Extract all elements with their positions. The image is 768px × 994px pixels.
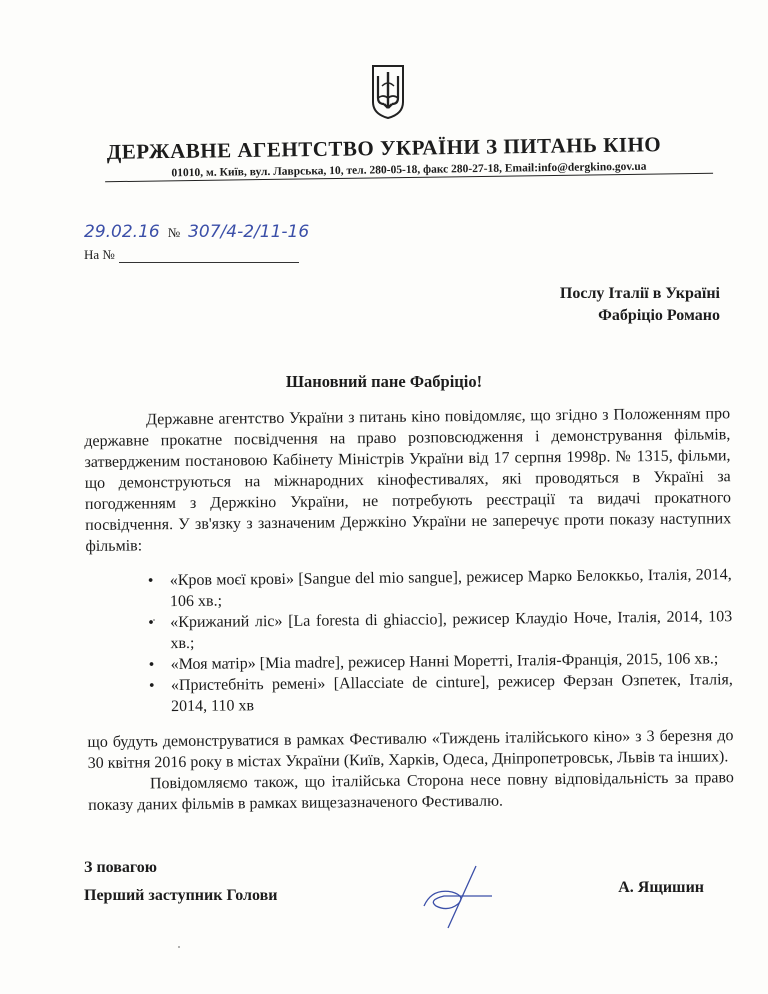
scan-speck [178,946,180,948]
agency-name: ДЕРЖАВНЕ АГЕНТСТВО УКРАЇНИ З ПИТАНЬ КІНО [106,132,662,164]
festival-paragraph: що будуть демонструватися в рамках Фестивалю «Тиждень італійського кіно» з 3 березня до 30 квітня 2016 року в містах України (Київ, Харків, Одеса, Дніпропетровськ, Львів та інших). [87,727,734,772]
closing-block [84,854,277,910]
reference-label: На № [84,247,115,262]
reference-line [84,247,299,263]
reference-blank [119,250,299,263]
registration-line [84,222,309,242]
handwritten-number: 307/4-2/11-16 [188,222,310,242]
recipient-block [560,283,720,327]
agency-address: 01010, м. Київ, вул. Лаврська, 10, тел. 280-05-18, факс 280-27-18, Email:info@dergkino.gov.ua [105,160,713,182]
signer-name: А. Ящишин [618,879,704,896]
list-item: • «Кров моєї крові» [Sangue del mio sangue], режисер Марко Белоккьо, Італія, 2014, 106 хв.; [148,564,732,612]
handwritten-date: 29.02.16 [84,222,160,242]
letter-body [84,403,734,816]
closing-regards: З повагою [84,859,157,876]
list-item: • «Пристебніть ремені» [Allacciate de cinture], режисер Ферзан Озпетек, Італія, 2014, 110 хв [149,669,733,717]
scan-speck [153,619,155,621]
recipient-name: Фабріціо Романо [598,307,720,324]
responsibility-paragraph: Повідомляємо також, що італійська Сторона несе повну відповідальність за право показу даних фільмів в рамках вищезазначеного Фестивалю. [88,769,734,814]
list-item: • «Моя матір» [Mia madre], режисер Нанні Моретті, Італія-Франція, 2015, 106 хв.; [149,648,733,675]
signer-position: Перший заступник Голови [84,887,278,904]
intro-paragraph: Державне агентство України з питань кіно повідомляє, що згідно з Положенням про державне прокатне посвідчення на право розповсюдження і демонстрування фільмів, затвердженим постановою Кабінету Міністрів України від 17 серпня 1998р. № 1315, фільми, що демонструються на міжнародних кінофестивалях, які проводяться в Україні за погодженням з Держкіно України, не потребують реєстрації та видачі прокатного посвідчення. У зв'язку з зазначеним Держкіно України не заперечує проти показу наступних фільмів: [84,405,732,555]
handwritten-signature [418,862,498,932]
number-sign: № [167,225,181,240]
recipient-title: Послу Італії в Україні [559,285,720,302]
trident-emblem-icon [370,64,406,120]
salutation: Шановний пане Фабріціо! [285,372,483,391]
list-item: • «Крижаний ліс» [La foresta di ghiaccio], режисер Клаудіо Ноче, Італія, 2014, 103 хв.; [148,606,732,654]
films-list [148,564,734,717]
